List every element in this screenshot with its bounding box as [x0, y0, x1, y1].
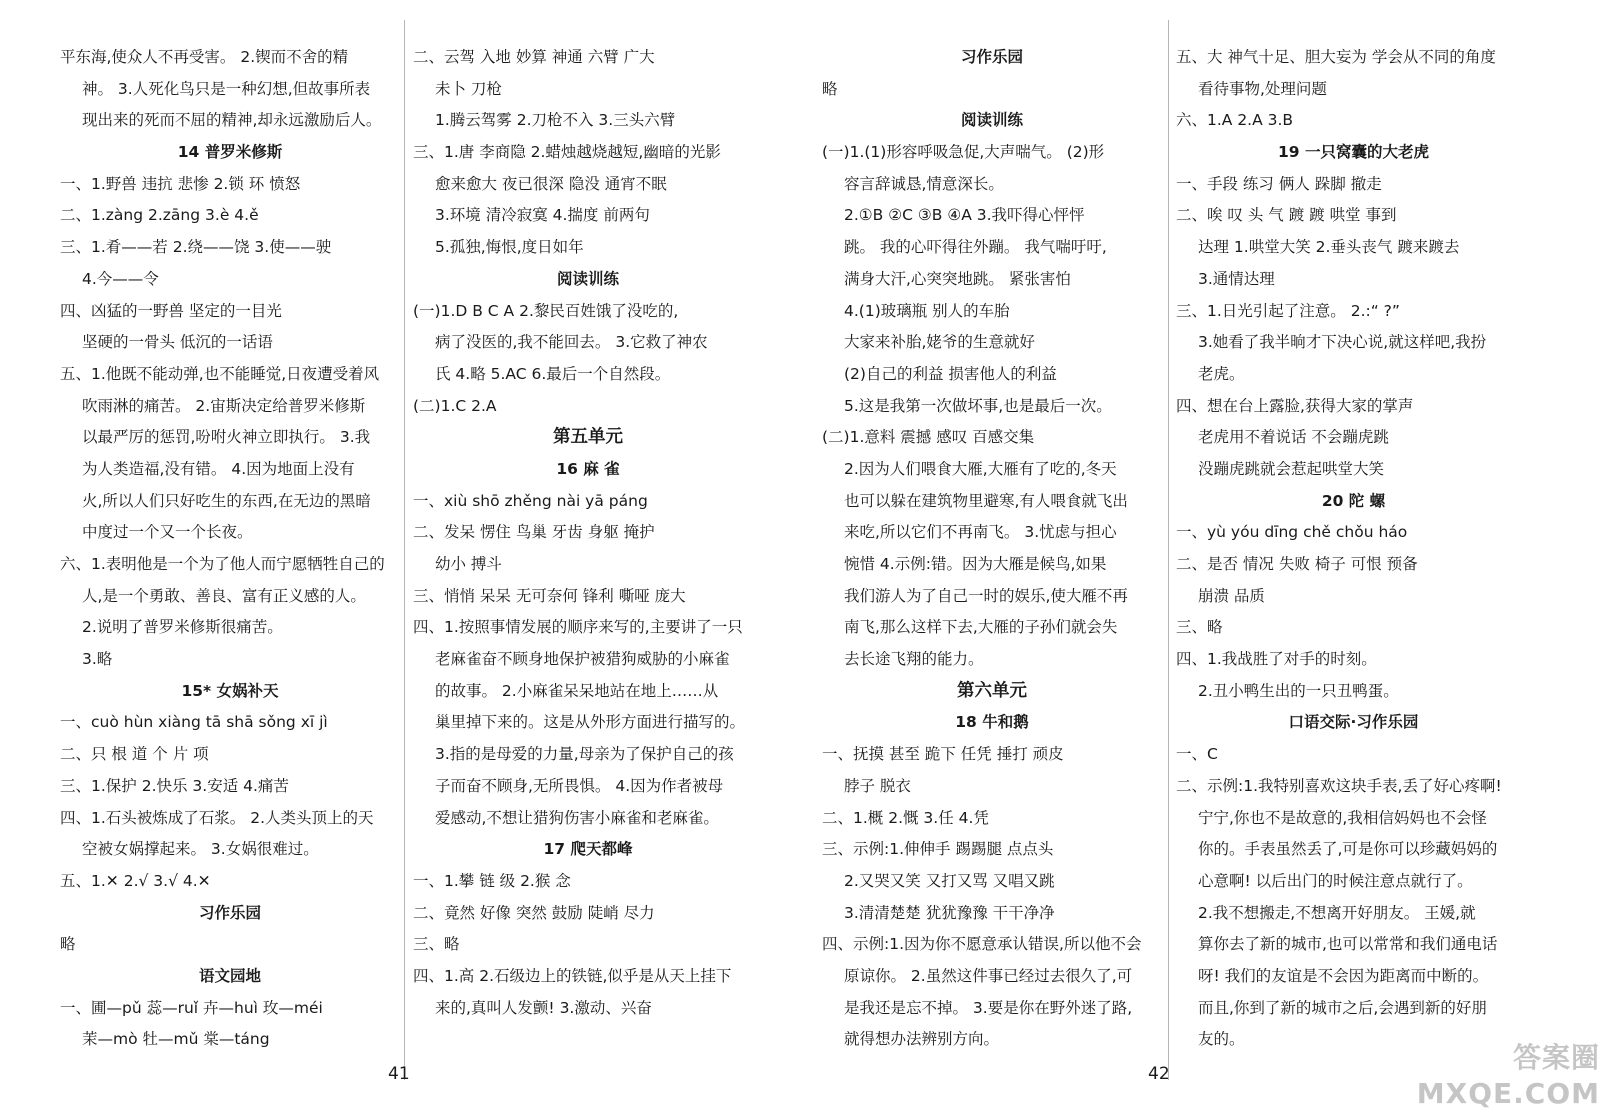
answer-line: 3.清清楚楚 犹犹豫豫 干干净净: [844, 903, 1055, 922]
answer-line: 一、yù yóu dīng chě chǒu háo: [1176, 523, 1408, 542]
answer-line: 4.(1)玻璃瓶 别人的车胎: [844, 301, 1010, 320]
answer-line: 4.今——令: [82, 269, 159, 288]
answer-line: 一、抚摸 甚至 跪下 任凭 捶打 顽皮: [822, 745, 1064, 764]
answer-line: 南飞,那么这样下去,大雁的子孙们就会失: [844, 618, 1118, 637]
answer-line: (2)自己的利益 损害他人的利益: [844, 364, 1057, 383]
answer-line: 氏 4.略 5.AC 6.最后一个自然段。: [435, 364, 671, 383]
answer-line: 吹雨淋的痛苦。 2.宙斯决定给普罗米修斯: [82, 396, 366, 415]
column-divider-left: [404, 20, 405, 1080]
answer-line: 老虎。: [1198, 364, 1245, 383]
answer-line: 1.腾云驾雾 2.刀枪不入 3.三头六臂: [435, 111, 676, 130]
answer-line: 看待事物,处理问题: [1198, 79, 1327, 98]
answer-line: 三、1.肴——若 2.绕——饶 3.使——驶: [60, 238, 332, 257]
answer-line: 3.略: [82, 650, 113, 669]
answer-line: 四、想在台上露脸,获得大家的掌声: [1176, 396, 1414, 415]
section-heading: 口语交际·习作乐园: [1288, 713, 1419, 732]
answer-line: 而且,你到了新的城市之后,会遇到新的好朋: [1198, 998, 1487, 1017]
section-heading: 第五单元: [553, 427, 623, 448]
answer-line: 一、1.野兽 违抗 悲惨 2.锁 环 愤怒: [60, 174, 301, 193]
answer-line: 坚硬的一骨头 低沉的一话语: [82, 333, 273, 352]
answer-line: 四、1.我战胜了对手的时刻。: [1176, 650, 1377, 669]
answer-line: 未卜 刀枪: [435, 79, 502, 98]
answer-line: 病了没医的,我不能回去。 3.它救了神农: [435, 333, 708, 352]
answer-line: 一、cuò hùn xiàng tā shā sǒng xī jì: [60, 713, 328, 732]
answer-line: 崩溃 品质: [1198, 586, 1265, 605]
answer-line: 老麻雀奋不顾身地保护被猎狗威胁的小麻雀: [435, 650, 730, 669]
section-heading: 习作乐园: [198, 903, 261, 922]
answer-line: 茉—mò 牡—mǔ 棠—táng: [82, 1030, 270, 1049]
column-divider-right: [1168, 20, 1169, 1080]
answer-line: 二、云驾 入地 妙算 神通 六臂 广大: [413, 48, 655, 66]
answer-line: 巢里掉下来的。这是从外形方面进行描写的。: [435, 713, 746, 732]
answer-line: 2.我不想搬走,不想离开好朋友。 王媛,就: [1198, 903, 1476, 922]
answer-line: 现出来的死而不屈的精神,却永远激励后人。: [82, 111, 382, 130]
answer-line: 一、1.攀 链 级 2.猴 念: [413, 871, 571, 890]
answer-line: 二、唉 叹 头 气 踱 踱 哄堂 事到: [1176, 206, 1397, 225]
page-41-column-2: [413, 42, 763, 1024]
answer-line: 2.丑小鸭生出的一只丑鸭蛋。: [1198, 681, 1399, 700]
section-heading: 19 一只窝囊的大老虎: [1278, 143, 1429, 162]
answer-line: (一)1.(1)形容呼吸急促,大声喘气。 (2)形: [822, 143, 1105, 162]
section-heading: 17 爬天都峰: [543, 840, 633, 859]
section-heading: 14 普罗米修斯: [177, 143, 283, 162]
section-heading: 16 麻 雀: [556, 459, 620, 478]
answer-line: 为人类造福,没有错。 4.因为地面上没有: [82, 459, 355, 478]
answer-line: 宁宁,你也不是故意的,我相信妈妈也不会怪: [1198, 808, 1487, 827]
page-number-41: 41: [388, 1064, 410, 1084]
answer-line: 3.通情达理: [1198, 269, 1275, 288]
answer-line: 容言辞诚恳,情意深长。: [844, 174, 1004, 193]
page-42-column-2: [1176, 42, 1531, 1056]
answer-line: 四、1.高 2.石级边上的铁链,似乎是从天上挂下: [413, 966, 732, 985]
answer-line: 子而奋不顾身,无所畏惧。 4.因为作者被母: [435, 776, 724, 795]
answer-line: 五、大 神气十足、胆大妄为 学会从不同的角度: [1176, 48, 1496, 66]
section-heading: 18 牛和鹅: [955, 713, 1029, 732]
watermark-logo: [1390, 1040, 1600, 1118]
answer-line: 一、xiù shō zhěng nài yā páng: [413, 491, 648, 510]
answer-line: 跳。 我的心吓得往外蹦。 我气喘吁吁,: [844, 238, 1107, 257]
section-heading: 20 陀 螺: [1321, 491, 1386, 510]
answer-line: 四、1.石头被炼成了石浆。 2.人类头顶上的天: [60, 808, 374, 827]
answer-line: (二)1.C 2.A: [413, 396, 497, 415]
answer-line: 三、示例:1.伸伸手 踢踢腿 点点头: [822, 840, 1054, 859]
answer-line: 火,所以人们只好吃生的东西,在无边的黑暗: [82, 491, 371, 510]
answer-line: 呀! 我们的友谊是不会因为距离而中断的。: [1198, 966, 1489, 985]
answer-line: 二、竟然 好像 突然 鼓励 陡峭 尽力: [413, 903, 655, 922]
answer-line: 3.环境 清冷寂寞 4.揣度 前两句: [435, 206, 650, 225]
answer-line: 平东海,使众人不再受害。 2.锲而不舍的精: [60, 48, 349, 66]
answer-line: 四、1.按照事情发展的顺序来写的,主要讲了一只: [413, 618, 743, 637]
answer-line: 没蹦虎跳就会惹起哄堂大笑: [1198, 459, 1385, 478]
answer-line: 你的。手表虽然丢了,可是你可以珍藏妈妈的: [1198, 840, 1498, 859]
answer-line: 大家来补胎,姥爷的生意就好: [844, 333, 1035, 352]
answer-line: 2.又哭又笑 又打又骂 又唱又跳: [844, 871, 1055, 890]
answer-line: 老虎用不着说话 不会蹦虎跳: [1198, 428, 1389, 447]
answer-line: (一)1.D B C A 2.黎民百姓饿了没吃的,: [413, 301, 679, 320]
answer-line: 幼小 搏斗: [435, 555, 502, 573]
answer-line: 三、略: [1176, 618, 1223, 637]
answer-line: 就得想办法辨别方向。: [844, 1030, 1000, 1049]
section-heading: 阅读训练: [960, 111, 1023, 130]
answer-line: 六、1.表明他是一个为了他人而宁愿牺牲自己的: [60, 555, 385, 573]
answer-line: 一、圃—pǔ 蕊—ruǐ 卉—huì 玫—méi: [60, 998, 323, 1017]
answer-line: 2.说明了普罗米修斯很痛苦。: [82, 618, 283, 637]
answer-line: 是我还是忘不掉。 3.要是你在野外迷了路,: [844, 998, 1133, 1017]
answer-line: 我们游人为了自己一时的娱乐,使大雁不再: [844, 586, 1128, 605]
answer-line: (二)1.意料 震撼 感叹 百感交集: [822, 428, 1035, 447]
answer-line: 友的。: [1198, 1030, 1245, 1049]
page-42-column-1: [822, 42, 1162, 1056]
answer-line: 神。 3.人死化鸟只是一种幻想,但故事所表: [82, 79, 371, 98]
section-heading: 语文园地: [198, 966, 261, 985]
answer-line: 以最严厉的惩罚,吩咐火神立即执行。 3.我: [82, 428, 371, 447]
answer-line: 5.孤独,悔恨,度日如年: [435, 238, 584, 257]
answer-line: 来的,真叫人发颤! 3.激动、兴奋: [435, 998, 652, 1017]
answer-line: 爱感动,不想让猎狗伤害小麻雀和老麻雀。: [435, 808, 719, 827]
answer-line: 三、悄悄 呆呆 无可奈何 锋利 嘶哑 庞大: [413, 586, 686, 605]
watermark-line2: MXQE.COM: [1416, 1077, 1600, 1110]
answer-line: 人,是一个勇敢、善良、富有正义感的人。: [82, 586, 366, 605]
section-heading: 第六单元: [957, 680, 1027, 701]
section-heading: 15* 女娲补天: [181, 681, 279, 700]
answer-line: 愈来愈大 夜已很深 隐没 通宵不眠: [435, 174, 667, 193]
answer-line: 三、略: [413, 935, 460, 954]
answer-line: 算你去了新的城市,也可以常常和我们通电话: [1198, 935, 1498, 954]
answer-line: 四、示例:1.因为你不愿意承认错误,所以他不会: [822, 935, 1142, 954]
answer-line: 二、1.概 2.慨 3.任 4.凭: [822, 808, 989, 827]
answer-line: 六、1.A 2.A 3.B: [1176, 111, 1294, 130]
answer-line: 中度过一个又一个长夜。: [82, 523, 253, 542]
answer-line: 五、1.他既不能动弹,也不能睡觉,日夜遭受着风: [60, 364, 380, 383]
answer-line: 去长途飞翔的能力。: [844, 650, 984, 669]
answer-line: 也可以躲在建筑物里避寒,有人喂食就飞出: [844, 491, 1128, 510]
answer-line: 三、1.保护 2.快乐 3.安适 4.痛苦: [60, 776, 289, 795]
answer-line: 五、1.✕ 2.√ 3.√ 4.✕: [60, 871, 211, 890]
answer-line: 略: [822, 79, 838, 98]
answer-line: 3.指的是母爱的力量,母亲为了保护自己的孩: [435, 745, 734, 764]
answer-line: 原谅你。 2.虽然这件事已经过去很久了,可: [844, 966, 1133, 985]
answer-line: 惋惜 4.示例:错。因为大雁是候鸟,如果: [844, 555, 1107, 573]
answer-line: 2.①B ②C ③B ④A 3.我吓得心怦怦: [844, 206, 1085, 225]
answer-line: 三、1.唐 李商隐 2.蜡烛越烧越短,幽暗的光影: [413, 143, 721, 162]
answer-line: 达理 1.哄堂大笑 2.垂头丧气 踱来踱去: [1198, 238, 1460, 257]
answer-line: 脖子 脱衣: [844, 776, 911, 795]
answer-line: 心意啊! 以后出门的时候注意点就行了。: [1198, 871, 1473, 890]
answer-line: 一、手段 练习 俩人 跺脚 撤走: [1176, 174, 1382, 193]
section-heading: 习作乐园: [960, 48, 1023, 66]
answer-line: 5.这是我第一次做坏事,也是最后一次。: [844, 396, 1112, 415]
watermark-line1: 答案圈: [1512, 1041, 1600, 1074]
section-heading: 阅读训练: [556, 269, 619, 288]
answer-line: 空被女娲撑起来。 3.女娲很难过。: [82, 840, 319, 859]
answer-line: 二、只 根 道 个 片 项: [60, 745, 209, 764]
answer-line: 一、C: [1176, 745, 1218, 764]
page-41-column-1: [60, 42, 400, 1056]
answer-line: 略: [60, 935, 76, 954]
answer-line: 二、发呆 愣住 鸟巢 牙齿 身躯 掩护: [413, 523, 655, 542]
answer-line: 四、凶猛的一野兽 坚定的一目光: [60, 301, 282, 320]
answer-line: 的故事。 2.小麻雀呆呆地站在地上……从: [435, 681, 719, 700]
page-number-42: 42: [1148, 1064, 1170, 1084]
answer-line: 满身大汗,心突突地跳。 紧张害怕: [844, 269, 1071, 288]
answer-line: 3.她看了我半晌才下决心说,就这样吧,我扮: [1198, 333, 1487, 352]
answer-line: 来吃,所以它们不再南飞。 3.忧虑与担心: [844, 523, 1117, 542]
answer-line: 三、1.日光引起了注意。 2.:“ ?”: [1176, 301, 1400, 320]
answer-line: 二、示例:1.我特别喜欢这块手表,丢了好心疼啊!: [1176, 776, 1502, 795]
answer-line: 2.因为人们喂食大雁,大雁有了吃的,冬天: [844, 459, 1117, 478]
answer-line: 二、1.zàng 2.zāng 3.è 4.ě: [60, 206, 259, 225]
answer-line: 二、是否 情况 失败 椅子 可恨 预备: [1176, 555, 1418, 573]
